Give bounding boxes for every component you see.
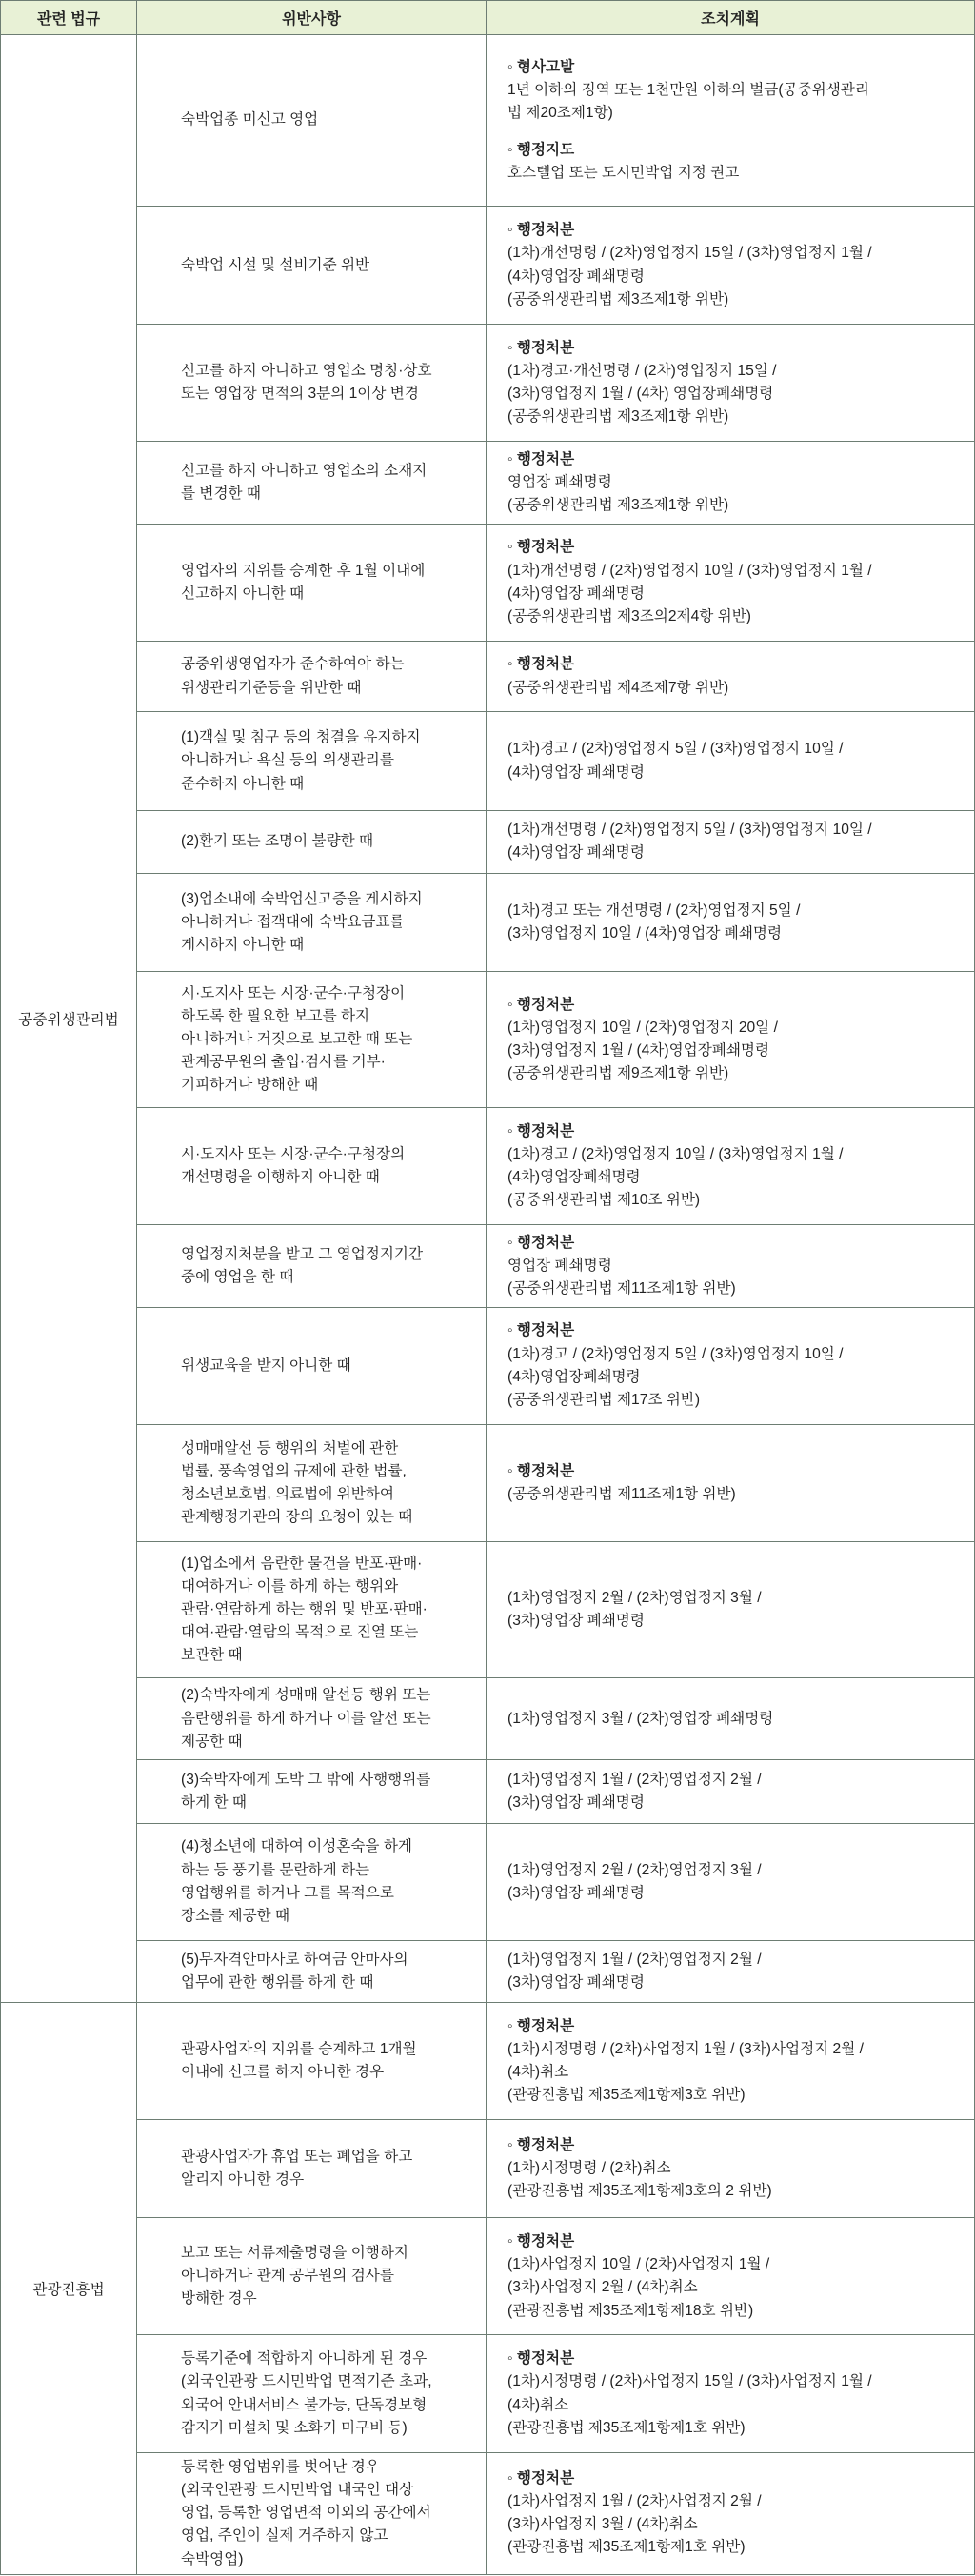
action-heading-text: 행정처분 xyxy=(516,2137,575,2153)
table-row xyxy=(1,2218,975,2335)
action-cell xyxy=(487,524,975,641)
action-line: (3차)영업정지 1월 / (4차) 영업장폐쇄명령 xyxy=(507,386,774,403)
table-row xyxy=(1,1940,975,2002)
action-cell xyxy=(487,442,975,524)
violation-cell xyxy=(137,524,487,641)
violation-cell xyxy=(137,1108,487,1225)
violation-line: 공중위생영업자가 준수하여야 하는 xyxy=(181,656,405,673)
action-spacer xyxy=(507,126,970,139)
bullet-circle-icon: ◦ xyxy=(507,222,517,239)
action-line: (1차)경고 또는 개선명령 / (2차)영업정지 5일 / xyxy=(507,902,801,919)
violation-line: 아니하거나 거짓으로 보고한 때 또는 xyxy=(181,1031,413,1048)
violation-line: 준수하지 아니한 때 xyxy=(181,775,305,792)
action-line: (공중위생관리법 제3조제1항 위반) xyxy=(507,497,729,514)
action-line: (공중위생관리법 제10조 위반) xyxy=(507,1192,701,1209)
action-heading xyxy=(507,448,970,471)
violation-line: 신고를 하지 아니하고 영업소의 소재지 xyxy=(181,462,428,479)
table-row xyxy=(1,2452,975,2574)
action-line: 영업장 폐쇄명령 xyxy=(507,1257,612,1274)
violation-cell xyxy=(137,1678,487,1760)
violation-line: (3)업소내에 숙박업신고증을 게시하지 xyxy=(181,890,423,907)
action-line: (관광진흥법 제35조제1항제1호 위반) xyxy=(507,2419,746,2436)
violation-line: 개선명령을 이행하지 아니한 때 xyxy=(181,1169,380,1186)
action-heading-text: 형사고발 xyxy=(516,59,575,76)
bullet-circle-icon: ◦ xyxy=(507,1462,517,1479)
action-cell xyxy=(487,2003,975,2120)
action-heading xyxy=(507,536,970,559)
action-cell xyxy=(487,1108,975,1225)
action-heading xyxy=(507,1319,970,1342)
action-heading xyxy=(507,2467,970,2490)
violation-line: 성매매알선 등 행위의 처벌에 관한 xyxy=(181,1439,399,1456)
table-row xyxy=(1,1678,975,1760)
action-heading-text: 행정처분 xyxy=(516,1234,575,1251)
violation-line: 하게 한 때 xyxy=(181,1793,247,1811)
violation-line: 기피하거나 방해한 때 xyxy=(181,1077,319,1094)
action-line: (관광진흥법 제35조제1항제18호 위반) xyxy=(507,2302,754,2319)
violation-line: 등록기준에 적합하지 아니하게 된 경우 xyxy=(181,2350,428,2368)
violation-line: 하도록 한 필요한 보고를 하지 xyxy=(181,1007,370,1024)
action-cell xyxy=(487,2452,975,2574)
table-row xyxy=(1,2120,975,2218)
action-cell xyxy=(487,1541,975,1677)
violation-cell xyxy=(137,712,487,810)
action-heading-text: 행정처분 xyxy=(516,1122,575,1139)
action-line: (3차)영업장 폐쇄명령 xyxy=(507,1612,645,1629)
violation-line: 하는 등 풍기를 문란하게 하는 xyxy=(181,1861,370,1878)
bullet-circle-icon: ◦ xyxy=(507,2137,517,2153)
violation-line: (1)업소에서 음란한 물건을 반포·판매· xyxy=(181,1555,423,1572)
action-heading-text: 행정처분 xyxy=(516,1462,575,1479)
violation-cell xyxy=(137,1225,487,1307)
table-row xyxy=(1,972,975,1108)
violation-line: 보관한 때 xyxy=(181,1647,243,1664)
action-heading xyxy=(507,139,970,162)
bullet-circle-icon: ◦ xyxy=(507,1234,517,1251)
action-cell xyxy=(487,1225,975,1307)
action-heading-text: 행정처분 xyxy=(516,2233,575,2250)
action-heading xyxy=(507,2230,970,2253)
action-line: (4차)영업장폐쇄명령 xyxy=(507,1169,641,1186)
action-line: (4차)영업장 폐쇄명령 xyxy=(507,585,645,602)
action-line: (공중위생관리법 제3조제1항 위반) xyxy=(507,408,729,426)
action-line: (1차)사업정지 10일 / (2차)사업정지 1월 / xyxy=(507,2256,770,2273)
action-line: (관광진흥법 제35조제1항제1호 위반) xyxy=(507,2539,746,2556)
action-heading xyxy=(507,2134,970,2157)
action-line: 1년 이하의 징역 또는 1천만원 이하의 벌금(공중위생관리 xyxy=(507,82,869,99)
law-cell: 관광진흥법 xyxy=(1,2003,137,2575)
violation-line: 영업, 등록한 영업면적 이외의 공간에서 xyxy=(181,2505,431,2522)
bullet-circle-icon: ◦ xyxy=(507,2350,517,2368)
violation-line: 관람·연람하게 하는 행위 및 반포·판매· xyxy=(181,1600,428,1617)
table-row xyxy=(1,442,975,524)
action-line: (1차)시정명령 / (2차)사업정지 15일 / (3차)사업정지 1월 / xyxy=(507,2373,872,2390)
violation-line: 시·도지사 또는 시장·군수·구청장의 xyxy=(181,1146,406,1163)
violation-line: (3)숙박자에게 도박 그 밖에 사행행위를 xyxy=(181,1771,431,1788)
action-line: (3차)영업정지 1월 / (4차)영업장폐쇄명령 xyxy=(507,1042,770,1060)
action-heading-text: 행정처분 xyxy=(516,656,575,673)
violation-line: 게시하지 아니한 때 xyxy=(181,937,305,954)
table-row xyxy=(1,206,975,324)
action-heading xyxy=(507,56,970,79)
violation-line: 또는 영업장 면적의 3분의 1이상 변경 xyxy=(181,386,419,403)
violation-line: 법률, 풍속영업의 규제에 관한 법률, xyxy=(181,1462,407,1479)
bullet-circle-icon: ◦ xyxy=(507,339,517,356)
table-row xyxy=(1,1541,975,1677)
violation-cell xyxy=(137,1541,487,1677)
violation-line: 시·도지사 또는 시장·군수·구청장이 xyxy=(181,984,406,1001)
header-violation: 위반사항 xyxy=(137,1,487,35)
violation-line: 등록한 영업범위를 벗어난 경우 xyxy=(181,2458,380,2475)
violation-cell xyxy=(137,972,487,1108)
bullet-circle-icon: ◦ xyxy=(507,656,517,673)
violation-line: 관계행정기관의 장의 요청이 있는 때 xyxy=(181,1508,413,1525)
table-row xyxy=(1,35,975,207)
violation-line: (외국인관광 도시민박업 내국인 대상 xyxy=(181,2482,414,2499)
violation-cell xyxy=(137,2120,487,2218)
action-cell xyxy=(487,35,975,207)
violation-line: 알리지 아니한 경우 xyxy=(181,2171,305,2189)
action-line: (1차)영업정지 3월 / (2차)영업장 폐쇄명령 xyxy=(507,1710,774,1727)
action-line: (1차)영업정지 2월 / (2차)영업정지 3월 / xyxy=(507,1861,762,1878)
table-row xyxy=(1,641,975,712)
violation-cell xyxy=(137,2003,487,2120)
table-row xyxy=(1,1424,975,1541)
violation-line: 숙박업종 미신고 영업 xyxy=(181,111,319,129)
table-row xyxy=(1,873,975,971)
action-cell xyxy=(487,1424,975,1541)
action-line: (1차)개선명령 / (2차)영업정지 10일 / (3차)영업정지 1월 / xyxy=(507,562,872,579)
action-line: (1차)개선명령 / (2차)영업정지 5일 / (3차)영업정지 10일 / xyxy=(507,822,872,839)
violation-cell xyxy=(137,2218,487,2335)
violation-line: (1)객실 및 침구 등의 청결을 유지하지 xyxy=(181,729,421,746)
action-line: (3차)사업정지 2월 / (4차)취소 xyxy=(507,2279,698,2296)
action-cell xyxy=(487,712,975,810)
action-line: (1차)시정명령 / (2차)사업정지 1월 / (3차)사업정지 2월 / xyxy=(507,2040,864,2057)
header-law: 관련 법규 xyxy=(1,1,137,35)
action-line: (공중위생관리법 제3조제1항 위반) xyxy=(507,290,729,307)
action-heading-text: 행정처분 xyxy=(516,2350,575,2368)
violation-line: (5)무자격안마사로 하여금 안마사의 xyxy=(181,1951,408,1968)
violation-line: 위생교육을 받지 아니한 때 xyxy=(181,1357,351,1374)
violation-line: 영업자의 지위를 승계한 후 1월 이내에 xyxy=(181,562,426,579)
violation-line: 를 변경한 때 xyxy=(181,485,261,502)
action-line: (관광진흥법 제35조제1항제3호 위반) xyxy=(507,2087,746,2104)
table-row xyxy=(1,2003,975,2120)
action-heading-text: 행정처분 xyxy=(516,1322,575,1339)
action-heading xyxy=(507,1120,970,1143)
bullet-circle-icon: ◦ xyxy=(507,1322,517,1339)
action-heading-text: 행정처분 xyxy=(516,222,575,239)
violation-cell xyxy=(137,206,487,324)
action-line: (4차)취소 xyxy=(507,2064,569,2081)
action-line: 호스텔업 또는 도시민박업 지정 권고 xyxy=(507,164,740,181)
action-heading xyxy=(507,337,970,360)
violation-line: 신고를 하지 아니하고 영업소 명칭·상호 xyxy=(181,363,432,380)
action-cell xyxy=(487,873,975,971)
violation-line: (2)환기 또는 조명이 불량한 때 xyxy=(181,833,374,850)
bullet-circle-icon: ◦ xyxy=(507,996,517,1013)
bullet-circle-icon: ◦ xyxy=(507,141,517,158)
violation-line: (4)청소년에 대하여 이성혼숙을 하게 xyxy=(181,1838,412,1855)
violation-line: 업무에 관한 행위를 하게 한 때 xyxy=(181,1973,374,1991)
violation-line: 영업행위를 하거나 그를 목적으로 xyxy=(181,1884,394,1901)
action-heading-text: 행정처분 xyxy=(516,450,575,467)
violation-line: 청소년보호법, 의료법에 위반하여 xyxy=(181,1485,394,1502)
action-cell xyxy=(487,1823,975,1940)
table-header-row xyxy=(1,1,975,35)
violation-cell xyxy=(137,1940,487,2002)
violation-line: 숙박영업) xyxy=(181,2550,244,2567)
action-heading-text: 행정처분 xyxy=(516,2469,575,2487)
violation-line: 감지기 미설치 및 소화기 미구비 등) xyxy=(181,2419,408,2436)
action-heading xyxy=(507,219,970,242)
violation-line: 아니하거나 관계 공무원의 검사를 xyxy=(181,2268,394,2285)
table-row xyxy=(1,712,975,810)
action-cell xyxy=(487,325,975,442)
law-cell: 공중위생관리법 xyxy=(1,35,137,2003)
action-heading-text: 행정처분 xyxy=(516,539,575,556)
action-line: (3차)영업정지 10일 / (4차)영업장 폐쇄명령 xyxy=(507,924,783,941)
action-line: (1차)개선명령 / (2차)영업정지 15일 / (3차)영업정지 1월 / xyxy=(507,245,872,262)
action-cell xyxy=(487,2120,975,2218)
violation-cell xyxy=(137,810,487,873)
violation-cell xyxy=(137,873,487,971)
bullet-circle-icon: ◦ xyxy=(507,2233,517,2250)
violation-cell xyxy=(137,1823,487,1940)
action-line: (1차)경고·개선명령 / (2차)영업정지 15일 / xyxy=(507,363,777,380)
violation-line: 신고하지 아니한 때 xyxy=(181,585,305,602)
action-line: (4차)영업장폐쇄명령 xyxy=(507,1368,641,1385)
action-heading xyxy=(507,653,970,676)
violation-line: (외국인관광 도시민박업 면적기준 초과, xyxy=(181,2373,432,2390)
table-row xyxy=(1,1108,975,1225)
action-cell xyxy=(487,1678,975,1760)
violation-line: 대여·관람·열람의 목적으로 진열 또는 xyxy=(181,1624,419,1641)
table-row xyxy=(1,1760,975,1823)
action-line: (4차)영업장 폐쇄명령 xyxy=(507,268,645,285)
action-line: (1차)영업정지 1월 / (2차)영업정지 2월 / xyxy=(507,1771,762,1788)
bullet-circle-icon: ◦ xyxy=(507,2469,517,2487)
bullet-circle-icon: ◦ xyxy=(507,59,517,76)
violation-cell xyxy=(137,2452,487,2574)
violation-line: 영업, 주인이 실제 거주하지 않고 xyxy=(181,2527,388,2545)
violation-line: 보고 또는 서류제출명령을 이행하지 xyxy=(181,2245,408,2262)
table-row xyxy=(1,1307,975,1424)
violation-line: 관광사업자의 지위를 승계하고 1개월 xyxy=(181,2040,417,2057)
action-cell xyxy=(487,206,975,324)
violation-cell xyxy=(137,442,487,524)
action-line: (1차)경고 / (2차)영업정지 10일 / (3차)영업정지 1월 / xyxy=(507,1146,844,1163)
action-line: (1차)시정명령 / (2차)취소 xyxy=(507,2160,671,2177)
violation-cell xyxy=(137,1307,487,1424)
violation-cell xyxy=(137,35,487,207)
action-line: (공중위생관리법 제11조제1항 위반) xyxy=(507,1280,736,1298)
action-line: (4차)영업장 폐쇄명령 xyxy=(507,844,645,862)
action-line: (공중위생관리법 제4조제7항 위반) xyxy=(507,679,729,696)
violation-line: 음란행위를 하게 하거나 이를 알선 또는 xyxy=(181,1710,431,1727)
violation-line: 방해한 경우 xyxy=(181,2290,257,2308)
bullet-circle-icon: ◦ xyxy=(507,1122,517,1139)
action-line: (1차)경고 / (2차)영업정지 5일 / (3차)영업정지 10일 / xyxy=(507,741,844,758)
violation-line: 아니하거나 욕실 등의 위생관리를 xyxy=(181,752,394,769)
action-cell xyxy=(487,2335,975,2452)
action-heading xyxy=(507,1232,970,1255)
action-heading xyxy=(507,1460,970,1483)
action-line: (4차)영업장 폐쇄명령 xyxy=(507,763,645,781)
action-cell xyxy=(487,810,975,873)
action-heading-text: 행정처분 xyxy=(516,2017,575,2034)
action-line: (공중위생관리법 제9조제1항 위반) xyxy=(507,1065,729,1082)
action-cell xyxy=(487,1760,975,1823)
action-line: (3차)영업장 폐쇄명령 xyxy=(507,1884,645,1901)
violation-line: 위생관리기준등을 위반한 때 xyxy=(181,679,362,696)
violation-line: 이내에 신고를 하지 아니한 경우 xyxy=(181,2064,385,2081)
action-line: (3차)사업정지 3월 / (4차)취소 xyxy=(507,2516,698,2533)
violation-line: 장소를 제공한 때 xyxy=(181,1907,290,1924)
violation-cell xyxy=(137,2335,487,2452)
violation-line: 제공한 때 xyxy=(181,1733,243,1750)
violation-line: 아니하거나 접객대에 숙박요금표를 xyxy=(181,913,405,930)
action-cell xyxy=(487,2218,975,2335)
action-line: (1차)영업정지 10일 / (2차)영업정지 20일 / xyxy=(507,1019,778,1036)
action-line: (3차)영업장 폐쇄명령 xyxy=(507,1793,645,1811)
action-cell xyxy=(487,1307,975,1424)
action-line: (1차)사업정지 1월 / (2차)사업정지 2월 / xyxy=(507,2493,762,2510)
table-row xyxy=(1,1823,975,1940)
table-row xyxy=(1,810,975,873)
violation-cell xyxy=(137,1424,487,1541)
action-line: (1차)경고 / (2차)영업정지 5일 / (3차)영업정지 10일 / xyxy=(507,1345,844,1362)
violation-line: 중에 영업을 한 때 xyxy=(181,1268,294,1285)
action-line: 영업장 폐쇄명령 xyxy=(507,473,612,490)
action-heading xyxy=(507,2348,970,2370)
table-row xyxy=(1,2335,975,2452)
action-line: (1차)영업정지 2월 / (2차)영업정지 3월 / xyxy=(507,1589,762,1606)
violation-line: 관광사업자가 휴업 또는 폐업을 하고 xyxy=(181,2149,413,2166)
action-heading xyxy=(507,2015,970,2038)
violation-line: (2)숙박자에게 성매매 알선등 행위 또는 xyxy=(181,1687,431,1704)
table-row xyxy=(1,325,975,442)
action-cell xyxy=(487,641,975,712)
action-line: (공중위생관리법 제17조 위반) xyxy=(507,1391,701,1408)
action-cell xyxy=(487,972,975,1108)
table-row xyxy=(1,1225,975,1307)
action-heading-text: 행정처분 xyxy=(516,996,575,1013)
header-action: 조치계획 xyxy=(487,1,975,35)
action-line: (공중위생관리법 제11조제1항 위반) xyxy=(507,1485,736,1502)
action-line: (1차)영업정지 1월 / (2차)영업정지 2월 / xyxy=(507,1951,762,1968)
action-line: (공중위생관리법 제3조의2제4항 위반) xyxy=(507,607,751,624)
table-body xyxy=(1,35,975,2575)
action-line: 법 제20조제1항) xyxy=(507,105,613,122)
violation-cell xyxy=(137,1760,487,1823)
bullet-circle-icon: ◦ xyxy=(507,450,517,467)
action-cell xyxy=(487,1940,975,2002)
action-heading xyxy=(507,994,970,1017)
action-line: (관광진흥법 제35조제1항제3호의 2 위반) xyxy=(507,2183,772,2200)
bullet-circle-icon: ◦ xyxy=(507,539,517,556)
bullet-circle-icon: ◦ xyxy=(507,2017,517,2034)
violation-line: 관계공무원의 출입·검사를 거부· xyxy=(181,1054,386,1071)
table-row xyxy=(1,524,975,641)
action-heading-text: 행정지도 xyxy=(516,141,575,158)
action-heading-text: 행정처분 xyxy=(516,339,575,356)
violation-line: 숙박업 시설 및 설비기준 위반 xyxy=(181,256,370,273)
violation-line: 대여하거나 이를 하게 하는 행위와 xyxy=(181,1577,399,1595)
action-line: (4차)취소 xyxy=(507,2396,569,2413)
action-line: (3차)영업장 폐쇄명령 xyxy=(507,1973,645,1991)
violation-line: 외국어 안내서비스 불가능, 단독경보형 xyxy=(181,2396,428,2413)
violation-cell xyxy=(137,325,487,442)
violation-line: 영업정지처분을 받고 그 영업정지기간 xyxy=(181,1245,424,1262)
violation-cell xyxy=(137,641,487,712)
